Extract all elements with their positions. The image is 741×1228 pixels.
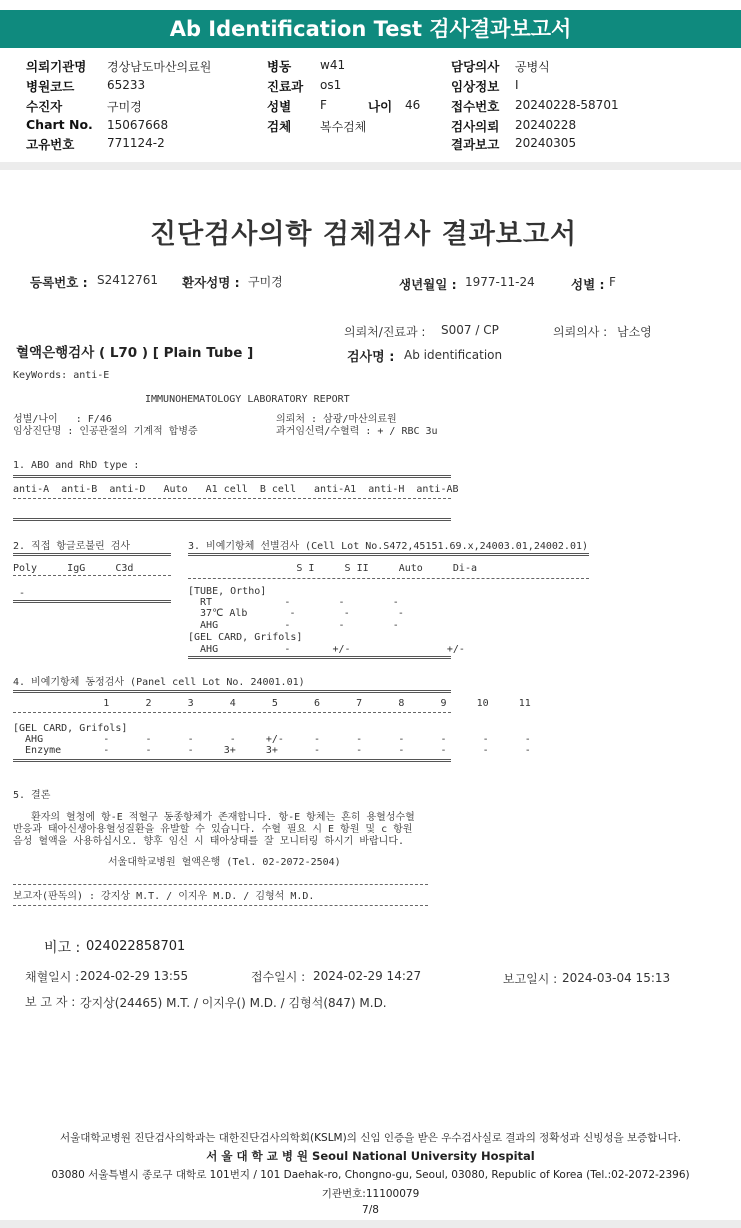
footer-certification: 서울대학교병원 진단검사의학과는 대한진단검사의학회(KSLM)의 신임 인증을 받은 우수검사실로 결과의 정확성과 신빙성을 보증합니다. bbox=[59, 1132, 682, 1144]
header-value: 구미경 bbox=[107, 100, 142, 114]
lab-line: 반응과 태아신생아용혈성질환을 유발할 수 있습니다. 수혈 필요 시 E 항원 및 c 항원 bbox=[13, 824, 413, 835]
lab-line: 2. 직접 항글로불린 검사 bbox=[13, 541, 131, 552]
reg-value: S2412761 bbox=[97, 273, 159, 287]
lab-line: 1. ABO and RhD type : bbox=[13, 460, 140, 471]
lab-line: 3. 비예기항체 선별검사 (Cell Lot No.S472,45151.69.x,24003.01,24002.01) bbox=[188, 541, 589, 552]
lab-line: 보고자(판독의) : 강지상 M.T. / 이지우 M.D. / 김형석 M.D. bbox=[13, 891, 315, 902]
header-value: 복수검체 bbox=[320, 120, 367, 134]
collect-value: 2024-02-29 13:55 bbox=[80, 969, 189, 983]
table-rule bbox=[13, 518, 451, 521]
report-date-label: 보고일시 : bbox=[503, 972, 558, 986]
table-rule bbox=[13, 712, 451, 713]
sex-value: F bbox=[609, 275, 616, 289]
lab-line: anti-A anti-B anti-D Auto A1 cell B cell anti-A1 anti-H anti-AB bbox=[13, 484, 459, 495]
table-rule bbox=[188, 656, 451, 659]
lab-line: [GEL CARD, Grifols] bbox=[13, 723, 128, 734]
doctor-label: 의뢰의사 : bbox=[553, 325, 608, 339]
table-rule bbox=[13, 575, 171, 576]
header-key: 임상정보 bbox=[451, 79, 500, 94]
lab-line: S I S II Auto Di-a bbox=[188, 563, 477, 574]
header-value: 771124-2 bbox=[107, 136, 165, 150]
header-key: 진료과 bbox=[267, 79, 304, 94]
lab-line: 음성 혈액을 사용하십시오. 향후 임신 시 태아상태를 잘 모니터링 하시기 바랍니다. bbox=[13, 836, 405, 847]
header-value: w41 bbox=[320, 58, 346, 72]
lab-line: [TUBE, Ortho] bbox=[188, 586, 267, 597]
lab-line: AHG - +/- +/- bbox=[188, 644, 465, 655]
footer-hospital: 서 울 대 학 교 병 원 Seoul National University Hospital bbox=[206, 1149, 535, 1163]
note-value: 024022858701 bbox=[86, 939, 186, 954]
reporter-value: 강지상(24465) M.T. / 이지우() M.D. / 김형석(847) M.D. bbox=[80, 996, 387, 1010]
header-key: 검사의뢰 bbox=[451, 119, 500, 134]
note-label: 비고 : bbox=[44, 940, 81, 956]
lab-line: AHG - - - bbox=[188, 620, 399, 631]
header-value: 공병식 bbox=[515, 60, 550, 74]
dob-value: 1977-11-24 bbox=[465, 275, 535, 289]
header-key: 접수번호 bbox=[451, 99, 500, 114]
table-rule bbox=[13, 690, 451, 693]
header-key: 병동 bbox=[267, 59, 292, 74]
exam-name-value: Ab identification bbox=[404, 348, 503, 362]
header-key: 담당의사 bbox=[451, 59, 500, 74]
header-key: 검체 bbox=[267, 119, 292, 134]
table-rule bbox=[188, 553, 589, 556]
table-rule bbox=[13, 884, 428, 885]
header-key: 결과보고 bbox=[451, 137, 500, 152]
separator-band bbox=[0, 162, 741, 170]
sex-label: 성별 : bbox=[571, 277, 605, 292]
lab-line: 서울대학교병원 혈액은행 (Tel. 02-2072-2504) bbox=[108, 857, 341, 868]
lab-line: 4. 비예기항체 동정검사 (Panel cell Lot No. 24001.01) bbox=[13, 677, 305, 688]
lab-line: [GEL CARD, Grifols] bbox=[188, 632, 303, 643]
table-rule bbox=[13, 759, 451, 762]
exam-group: 혈액은행검사 ( L70 ) [ Plain Tube ] bbox=[16, 345, 254, 361]
lab-line: IMMUNOHEMATOLOGY LABORATORY REPORT bbox=[145, 394, 350, 405]
bottom-band bbox=[0, 1220, 741, 1228]
report-banner-title: Ab Identification Test 검사결과보고서 bbox=[0, 10, 741, 48]
collect-label: 채혈일시 : bbox=[25, 970, 80, 984]
reg-label: 등록번호 : bbox=[30, 275, 88, 290]
page-number: 7/8 bbox=[362, 1204, 379, 1216]
lab-line: Enzyme - - - 3+ 3+ - - - - - - bbox=[13, 745, 531, 756]
lab-line: AHG - - - - +/- - - - - - - bbox=[13, 734, 531, 745]
exam-name-label: 검사명 : bbox=[347, 350, 395, 365]
report-title: 진단검사의학 검체검사 결과보고서 bbox=[150, 219, 578, 250]
receive-label: 접수일시 : bbox=[251, 970, 306, 984]
footer-agency: 기관번호:11100079 bbox=[321, 1188, 420, 1200]
header-value: I bbox=[515, 78, 519, 92]
header-value: F bbox=[320, 98, 327, 112]
header-key: 고유번호 bbox=[26, 137, 75, 152]
header-value: 20240228 bbox=[515, 118, 577, 132]
header-key: 의뢰기관명 bbox=[26, 59, 87, 74]
table-rule bbox=[13, 553, 171, 556]
patient-name-value: 구미경 bbox=[248, 275, 283, 289]
table-rule bbox=[13, 475, 451, 478]
header-key: 병원코드 bbox=[26, 79, 75, 94]
footer-address: 03080 서울특별시 종로구 대학로 101번지 / 101 Daehak-ro, Chongno-gu, Seoul, 03080, Republic of Korea (Tel.:02-2072-2396) bbox=[51, 1169, 690, 1181]
age-label: 나이 bbox=[368, 99, 393, 114]
report-date-value: 2024-03-04 15:13 bbox=[562, 971, 671, 985]
age-value: 46 bbox=[405, 98, 421, 112]
lab-line: Poly IgG C3d bbox=[13, 563, 134, 574]
lab-line: 37℃ Alb - - - bbox=[188, 608, 404, 619]
lab-line: 과거임신력/수혈력 : + / RBC 3u bbox=[276, 426, 438, 437]
doctor-value: 남소영 bbox=[617, 325, 652, 339]
receive-value: 2024-02-29 14:27 bbox=[313, 969, 422, 983]
header-value: 경상남도마산의료원 bbox=[107, 60, 212, 74]
lab-line: 1 2 3 4 5 6 7 8 9 10 11 bbox=[13, 698, 531, 709]
lab-line: 5. 결론 bbox=[13, 790, 51, 801]
table-rule bbox=[13, 498, 451, 499]
header-key: 성별 bbox=[267, 99, 292, 114]
lab-line: 의뢰처 : 삼광/마산의료원 bbox=[276, 414, 397, 425]
table-rule bbox=[188, 578, 589, 579]
patient-name-label: 환자성명 : bbox=[182, 275, 240, 290]
header-value: os1 bbox=[320, 78, 342, 92]
dept-value: S007 / CP bbox=[441, 323, 499, 337]
header-key: Chart No. bbox=[26, 117, 93, 132]
header-value: 20240228-58701 bbox=[515, 98, 619, 112]
header-value: 15067668 bbox=[107, 118, 169, 132]
header-value: 20240305 bbox=[515, 136, 577, 150]
lab-line: - bbox=[13, 588, 26, 599]
lab-line: 환자의 혈청에 항-E 적혈구 동종항체가 존재합니다. 항-E 항체는 흔히 용혈성수혈 bbox=[13, 812, 415, 823]
header-key: 수진자 bbox=[26, 99, 63, 114]
reporter-label: 보 고 자 : bbox=[25, 995, 76, 1009]
dob-label: 생년월일 : bbox=[399, 277, 457, 292]
lab-line: RT - - - bbox=[188, 597, 399, 608]
lab-line: KeyWords: anti-E bbox=[13, 370, 110, 381]
lab-line: 임상진단명 : 인공관절의 기계적 합병증 bbox=[13, 426, 198, 437]
table-rule bbox=[13, 905, 428, 906]
dept-label: 의뢰처/진료과 : bbox=[344, 325, 426, 339]
lab-line: 성별/나이 : F/46 bbox=[13, 414, 112, 425]
table-rule bbox=[13, 600, 171, 603]
header-value: 65233 bbox=[107, 78, 146, 92]
